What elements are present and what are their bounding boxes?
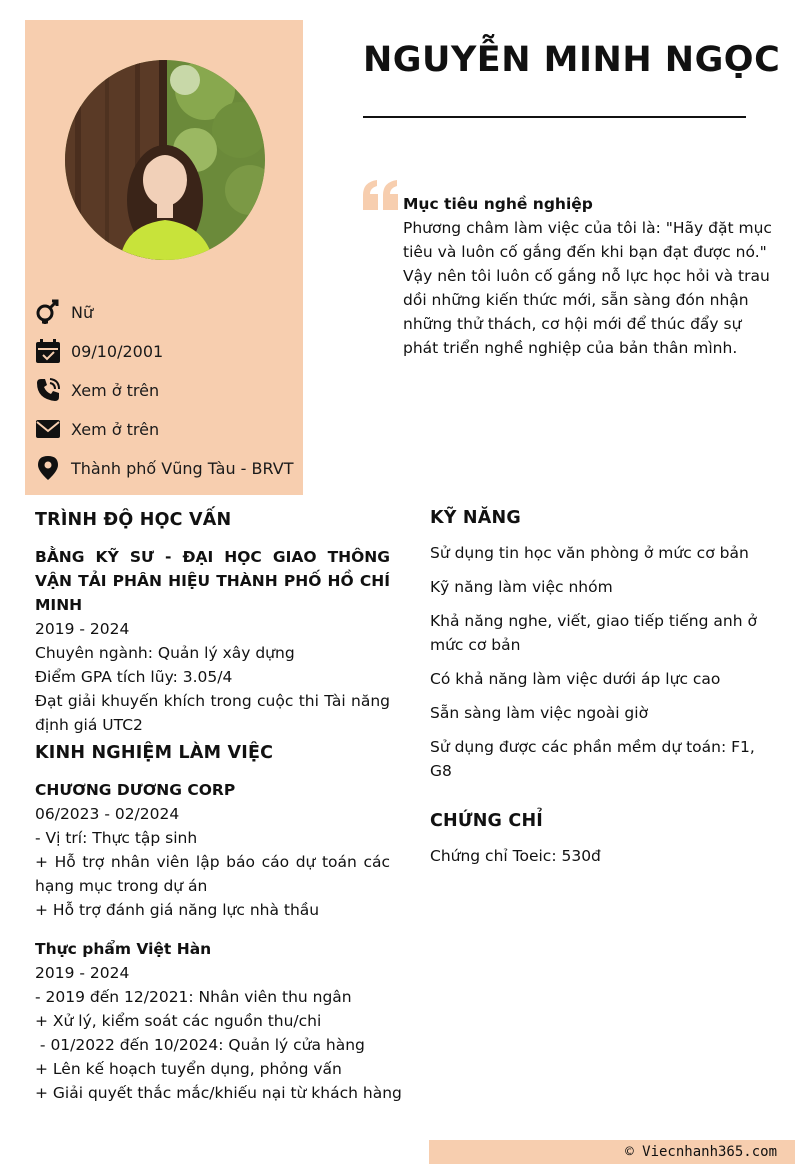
certificates-title: CHỨNG CHỈ (430, 811, 544, 831)
gender-text: Nữ (71, 302, 94, 322)
job-line: + Xử lý, kiểm soát các nguồn thu/chi (35, 1012, 322, 1030)
education-years: 2019 - 2024 (35, 620, 130, 638)
education-block (35, 545, 390, 737)
education-award: Đạt giải khuyến khích trong cuộc thi Tài năng định giá UTC2 (35, 692, 390, 734)
phone-row (35, 376, 159, 404)
name-divider (363, 116, 746, 118)
skill-item: Kỹ năng làm việc nhóm (430, 578, 613, 596)
skill-item: Sẵn sàng làm việc ngoài giờ (430, 704, 649, 722)
gender-row (35, 298, 93, 326)
envelope-icon (35, 416, 61, 442)
skill-item: Khả năng nghe, viết, giao tiếp tiếng anh ở mức cơ bản (430, 612, 757, 654)
phone-icon (35, 377, 61, 403)
job-line: - Vị trí: Thực tập sinh (35, 829, 198, 847)
avatar (65, 60, 265, 260)
phone-text: Xem ở trên (71, 380, 160, 400)
gender-icon (35, 299, 61, 325)
job-company: CHƯƠNG DƯƠNG CORP (35, 781, 236, 799)
job-line: - 2019 đến 12/2021: Nhân viên thu ngân (35, 988, 352, 1006)
education-major: Chuyên ngành: Quản lý xây dựng (35, 644, 295, 662)
quote-icon (363, 180, 399, 214)
education-title: TRÌNH ĐỘ HỌC VẤN (35, 510, 232, 530)
job-line: - 01/2022 đến 10/2024: Quản lý cửa hàng (35, 1036, 365, 1054)
job-period: 06/2023 - 02/2024 (35, 805, 180, 823)
calendar-icon (35, 338, 61, 364)
birthdate-text: 09/10/2001 (71, 341, 164, 361)
skills-title: KỸ NĂNG (430, 508, 521, 528)
location-pin-icon (35, 455, 61, 481)
certificate-item: Chứng chỉ Toeic: 530đ (430, 847, 601, 865)
address-text: Thành phố Vũng Tàu - BRVT (71, 458, 294, 478)
education-gpa: Điểm GPA tích lũy: 3.05/4 (35, 668, 233, 686)
job-line: + Hỗ trợ nhân viên lập báo cáo dự toán các hạng mục trong dự án (35, 853, 390, 895)
address-row (35, 454, 293, 482)
profile-photo (65, 60, 265, 260)
job-line: + Giải quyết thắc mắc/khiếu nại từ khách hàng (35, 1084, 402, 1102)
email-row (35, 415, 159, 443)
career-objective (403, 192, 775, 360)
footer-watermark: © Viecnhanh365.com (429, 1140, 795, 1164)
birthdate-row (35, 337, 163, 365)
job-line: + Hỗ trợ đánh giá năng lực nhà thầu (35, 901, 320, 919)
profile-sidebar (25, 20, 303, 495)
job-period: 2019 - 2024 (35, 964, 130, 982)
skill-item: Sử dụng tin học văn phòng ở mức cơ bản (430, 544, 749, 562)
experience-title: KINH NGHIỆM LÀM VIỆC (35, 743, 274, 763)
job-line: + Lên kế hoạch tuyển dụng, phỏng vấn (35, 1060, 342, 1078)
job-2 (35, 937, 415, 1105)
job-company: Thực phẩm Việt Hàn (35, 940, 212, 958)
objective-title: Mục tiêu nghề nghiệp (403, 195, 593, 213)
objective-text: Phương châm làm việc của tôi là: "Hãy đặt mục tiêu và luôn cố gắng đến khi bạn đạt được nó." Vậy nên tôi luôn cố gắng nỗ lực học hỏi và trau dồi những kiến thức mới, sẵn sàng đón nhận những thử thách, cơ hội mới để thúc đẩy sự phát triển nghề nghiệp của bản thân mình. (403, 219, 772, 357)
skill-item: Sử dụng được các phần mềm dự toán: F1, G8 (430, 738, 755, 780)
candidate-name: NGUYỄN MINH NGỌC (363, 40, 781, 80)
email-text: Xem ở trên (71, 419, 160, 439)
education-degree: BẰNG KỸ SƯ - ĐẠI HỌC GIAO THÔNG VẬN TẢI PHÂN HIỆU THÀNH PHỐ HỒ CHÍ MINH (35, 548, 390, 614)
job-1 (35, 778, 390, 922)
skill-item: Có khả năng làm việc dưới áp lực cao (430, 670, 721, 688)
